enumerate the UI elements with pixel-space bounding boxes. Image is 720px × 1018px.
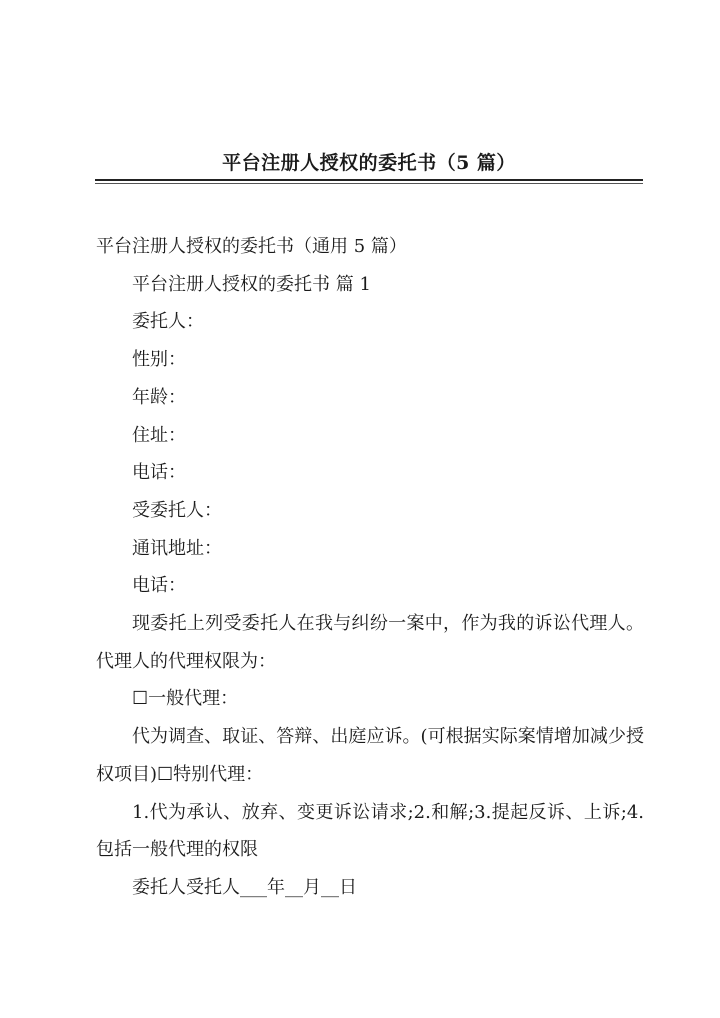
special-agency-items: 1.代为承认、放弃、变更诉讼请求;2.和解;3.提起反诉、上诉;4.包括一般代理的权限 (96, 801, 644, 861)
field-gender: 性别： (132, 349, 186, 371)
general-agency-option: ☐一般代理： (132, 688, 239, 710)
agency-scope-paragraph: 代为调查、取证、答辩、出庭应诉。(可根据实际案情增加减少授权项目)☐特别代理： (96, 726, 644, 785)
section-heading: 平台注册人授权的委托书 篇 1 (132, 273, 371, 295)
field-principal: 委托人： (132, 311, 204, 333)
field-agent: 受委托人： (132, 499, 222, 521)
field-age: 年龄： (132, 386, 186, 408)
title-divider (95, 179, 643, 181)
field-phone: 电话： (132, 462, 186, 484)
document-body (96, 228, 644, 907)
signature-date-line: 委托人受托人___年__月__日 (132, 876, 357, 898)
document-title: 平台注册人授权的委托书（5 篇） (222, 152, 516, 174)
field-address: 住址： (132, 424, 186, 446)
field-agent-phone: 电话： (132, 575, 186, 597)
field-mailing-address: 通讯地址： (132, 537, 222, 559)
title-divider-thin (95, 183, 643, 184)
collection-heading: 平台注册人授权的委托书（通用 5 篇） (96, 236, 407, 257)
authorization-paragraph: 现委托上列受委托人在我与纠纷一案中，作为我的诉讼代理人。代理人的代理权限为： (96, 613, 644, 672)
